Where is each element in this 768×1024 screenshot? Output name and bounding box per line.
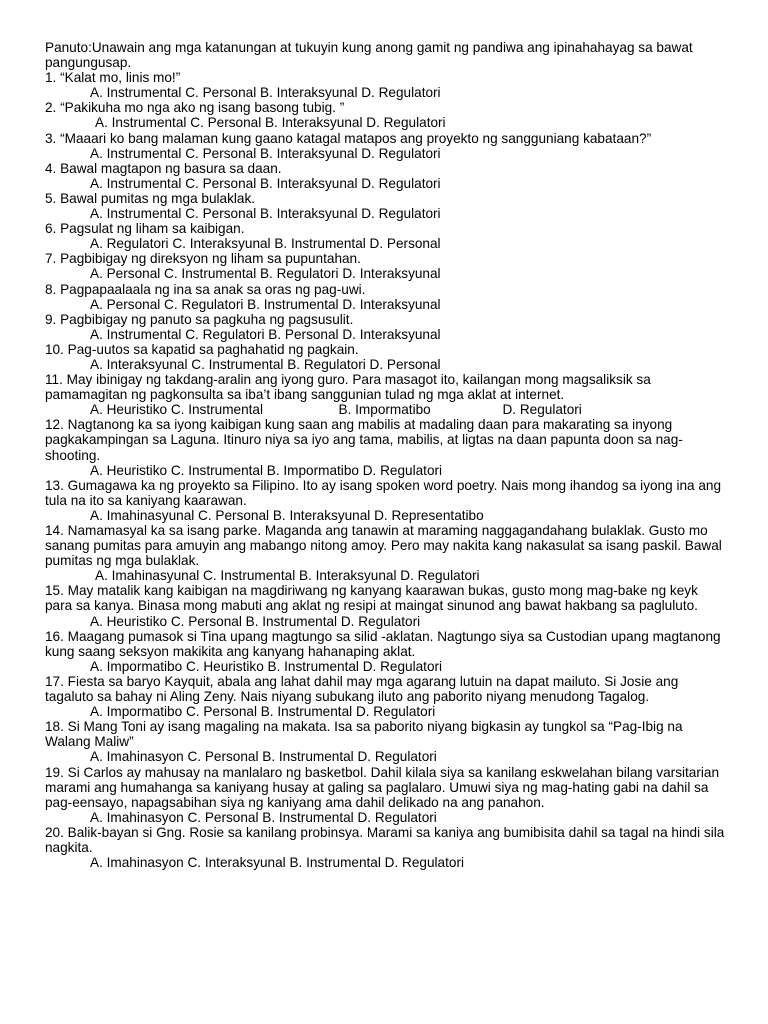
worksheet-body <box>45 40 725 870</box>
answer-choices: A. Personal C. Regulatori B. Instrumental D. Interaksyunal <box>90 296 441 312</box>
question-text: 19. Si Carlos ay mahusay na manlalaro ng basketbol. Dahil kilala siya sa kanilang eskwelahan bilang varsitarian marami ang humahanga sa kaniyang husay at galing sa paglalaro. Umuwi siya ng mag-hating gabi na dahil sa pag-eensayo, napagsabihan siya ng kaniyang ama dahil delikado na ang panahon. <box>45 764 720 810</box>
question-text: 2. “Pakikuha mo nga ako ng isang basong tubig. ” <box>45 100 345 116</box>
question-text: 20. Balik-bayan si Gng. Rosie sa kanilang probinsya. Marami sa kaniya ang bumibisita dahil sa tagal na hindi sila nagkita. <box>45 824 725 855</box>
question-text: 7. Pagbibigay ng direksyon ng liham sa pupuntahan. <box>45 251 361 267</box>
answer-choices: A. Heuristiko C. Personal B. Instrumental D. Regulatori <box>90 613 421 629</box>
question-text: 1. “Kalat mo, linis mo!” <box>45 70 181 86</box>
question-text: 4. Bawal magtapon ng basura sa daan. <box>45 160 282 176</box>
question-item <box>45 825 725 870</box>
question-item <box>45 629 725 674</box>
answer-choices: A. Imahinasyunal C. Personal B. Interaksyunal D. Representatibo <box>90 507 484 523</box>
question-item <box>45 674 725 719</box>
question-item <box>45 417 725 477</box>
question-item <box>45 583 725 628</box>
answer-choices: A. Instrumental C. Personal B. Interaksyunal D. Regulatori <box>90 85 441 101</box>
question-text: 14. Namamasyal ka sa isang parke. Maganda ang tanawin at maraming naggagandahang bulaklak. Gusto mo sanang pumitas para amuyin ang mabango nitong amoy. Pero may nakita kang nakasulat sa isang paskil. Bawal pumitas ng mga bulaklak. <box>45 523 722 569</box>
question-item <box>45 478 725 523</box>
question-text: 3. “Maaari ko bang malaman kung gaano katagal matapos ang proyekto ng sangguniang kabataan?” <box>45 130 652 146</box>
answer-choices: A. Imahinasyunal C. Instrumental B. Interaksyunal D. Regulatori <box>95 568 480 584</box>
answer-choices: A. Imahinasyon C. Personal B. Instrumental D. Regulatori <box>90 809 437 825</box>
question-text: 16. Maagang pumasok si Tina upang magtungo sa silid -aklatan. Nagtungo siya sa Custodian upang magtanong kung saang seksyon makikita ang kanyang hahanaping aklat. <box>45 628 721 659</box>
question-item <box>45 100 725 130</box>
question-text: 18. Si Mang Toni ay isang magaling na makata. Isa sa paborito niyang bigkasin ay tungkol sa “Pag-Ibig na Walang Maliw” <box>45 719 683 750</box>
question-text: 6. Pagsulat ng liham sa kaibigan. <box>45 221 245 237</box>
question-text: 9. Pagbibigay ng panuto sa pagkuha ng pagsusulit. <box>45 311 354 327</box>
answer-choices: A. Personal C. Instrumental B. Regulatori D. Interaksyunal <box>90 266 441 282</box>
question-text: 17. Fiesta sa baryo Kayquit, abala ang lahat dahil may mga agarang lutuin na dapat mailuto. Si Josie ang tagaluto sa bahay ni Aling Zeny. Nais niyang subukang iluto ang paborito niyang menudong Tagalog. <box>45 673 679 705</box>
answer-choices: A. Regulatori C. Interaksyunal B. Instrumental D. Personal <box>90 236 441 252</box>
question-item <box>45 765 725 825</box>
question-text: 12. Nagtanong ka sa iyong kaibigan kung saan ang mabilis at madaling daan para makarating sa inyong pagkakampingan sa Laguna. Itinuro niya sa iyo ang tama, mabilis, at ligtas na daan papunta doon sa nag-shooting. <box>45 417 683 463</box>
question-item <box>45 251 725 281</box>
question-item <box>45 161 725 191</box>
answer-choices: A. Instrumental C. Regulatori B. Personal D. Interaksyunal <box>90 326 441 342</box>
question-item <box>45 191 725 221</box>
question-item <box>45 342 725 372</box>
question-text: 13. Gumagawa ka ng proyekto sa Filipino. Ito ay isang spoken word poetry. Nais mong ihandog sa iyong ina ang tula na ito sa kaniyang kaarawan. <box>45 477 722 508</box>
answer-choices: A. Instrumental C. Personal B. Interaksyunal D. Regulatori <box>95 115 446 131</box>
question-item <box>45 221 725 251</box>
answer-choices: A. Interaksyunal C. Instrumental B. Regulatori D. Personal <box>90 356 441 372</box>
question-item <box>45 719 725 764</box>
answer-choices: A. Heuristiko C. Instrumental B. Impormatibo D. Regulatori <box>90 462 443 478</box>
answer-choices: A. Instrumental C. Personal B. Interaksyunal D. Regulatori <box>90 206 441 222</box>
question-item <box>45 523 725 583</box>
answer-choices: A. Heuristiko C. Instrumental B. Impormatibo D. Regulatori <box>90 402 582 418</box>
question-item <box>45 131 725 161</box>
question-text: 11. May ibinigay ng takdang-aralin ang iyong guro. Para masagot ito, kailangan mong magsaliksik sa pamamagitan ng pagkonsulta sa iba’t ibang sanggunian tulad ng mga aklat at internet. <box>45 372 651 403</box>
question-item <box>45 372 725 417</box>
answer-choices: A. Imahinasyon C. Interaksyunal B. Instrumental D. Regulatori <box>90 855 465 871</box>
answer-choices: A. Instrumental C. Personal B. Interaksyunal D. Regulatori <box>90 145 441 161</box>
question-text: 15. May matalik kang kaibigan na magdiriwang ng kanyang kaarawan bukas, gusto mong mag-bake ng keyk para sa kanya. Binasa mong mabuti ang aklat ng resipi at maingat sinunod ang bawat hakbang sa pagluluto. <box>45 583 698 614</box>
question-item <box>45 282 725 312</box>
question-item <box>45 312 725 342</box>
question-text: 10. Pag-uutos sa kapatid sa paghahatid ng pagkain. <box>45 341 359 357</box>
answer-choices: A. Imahinasyon C. Personal B. Instrumental D. Regulatori <box>90 749 437 765</box>
question-item <box>45 70 725 100</box>
answer-choices: A. Impormatibo C. Heuristiko B. Instrumental D. Regulatori <box>90 658 443 674</box>
question-text: 5. Bawal pumitas ng mga bulaklak. <box>45 190 256 206</box>
answer-choices: A. Impormatibo C. Personal B. Instrumental D. Regulatori <box>90 704 436 720</box>
answer-choices: A. Instrumental C. Personal B. Interaksyunal D. Regulatori <box>90 175 441 191</box>
question-text: 8. Pagpapaalaala ng ina sa anak sa oras ng pag-uwi. <box>45 281 366 297</box>
instructions: Panuto:Unawain ang mga katanungan at tukuyin kung anong gamit ng pandiwa ang ipinahahayag sa bawat pangungusap. <box>45 40 693 71</box>
question-list <box>45 70 725 870</box>
